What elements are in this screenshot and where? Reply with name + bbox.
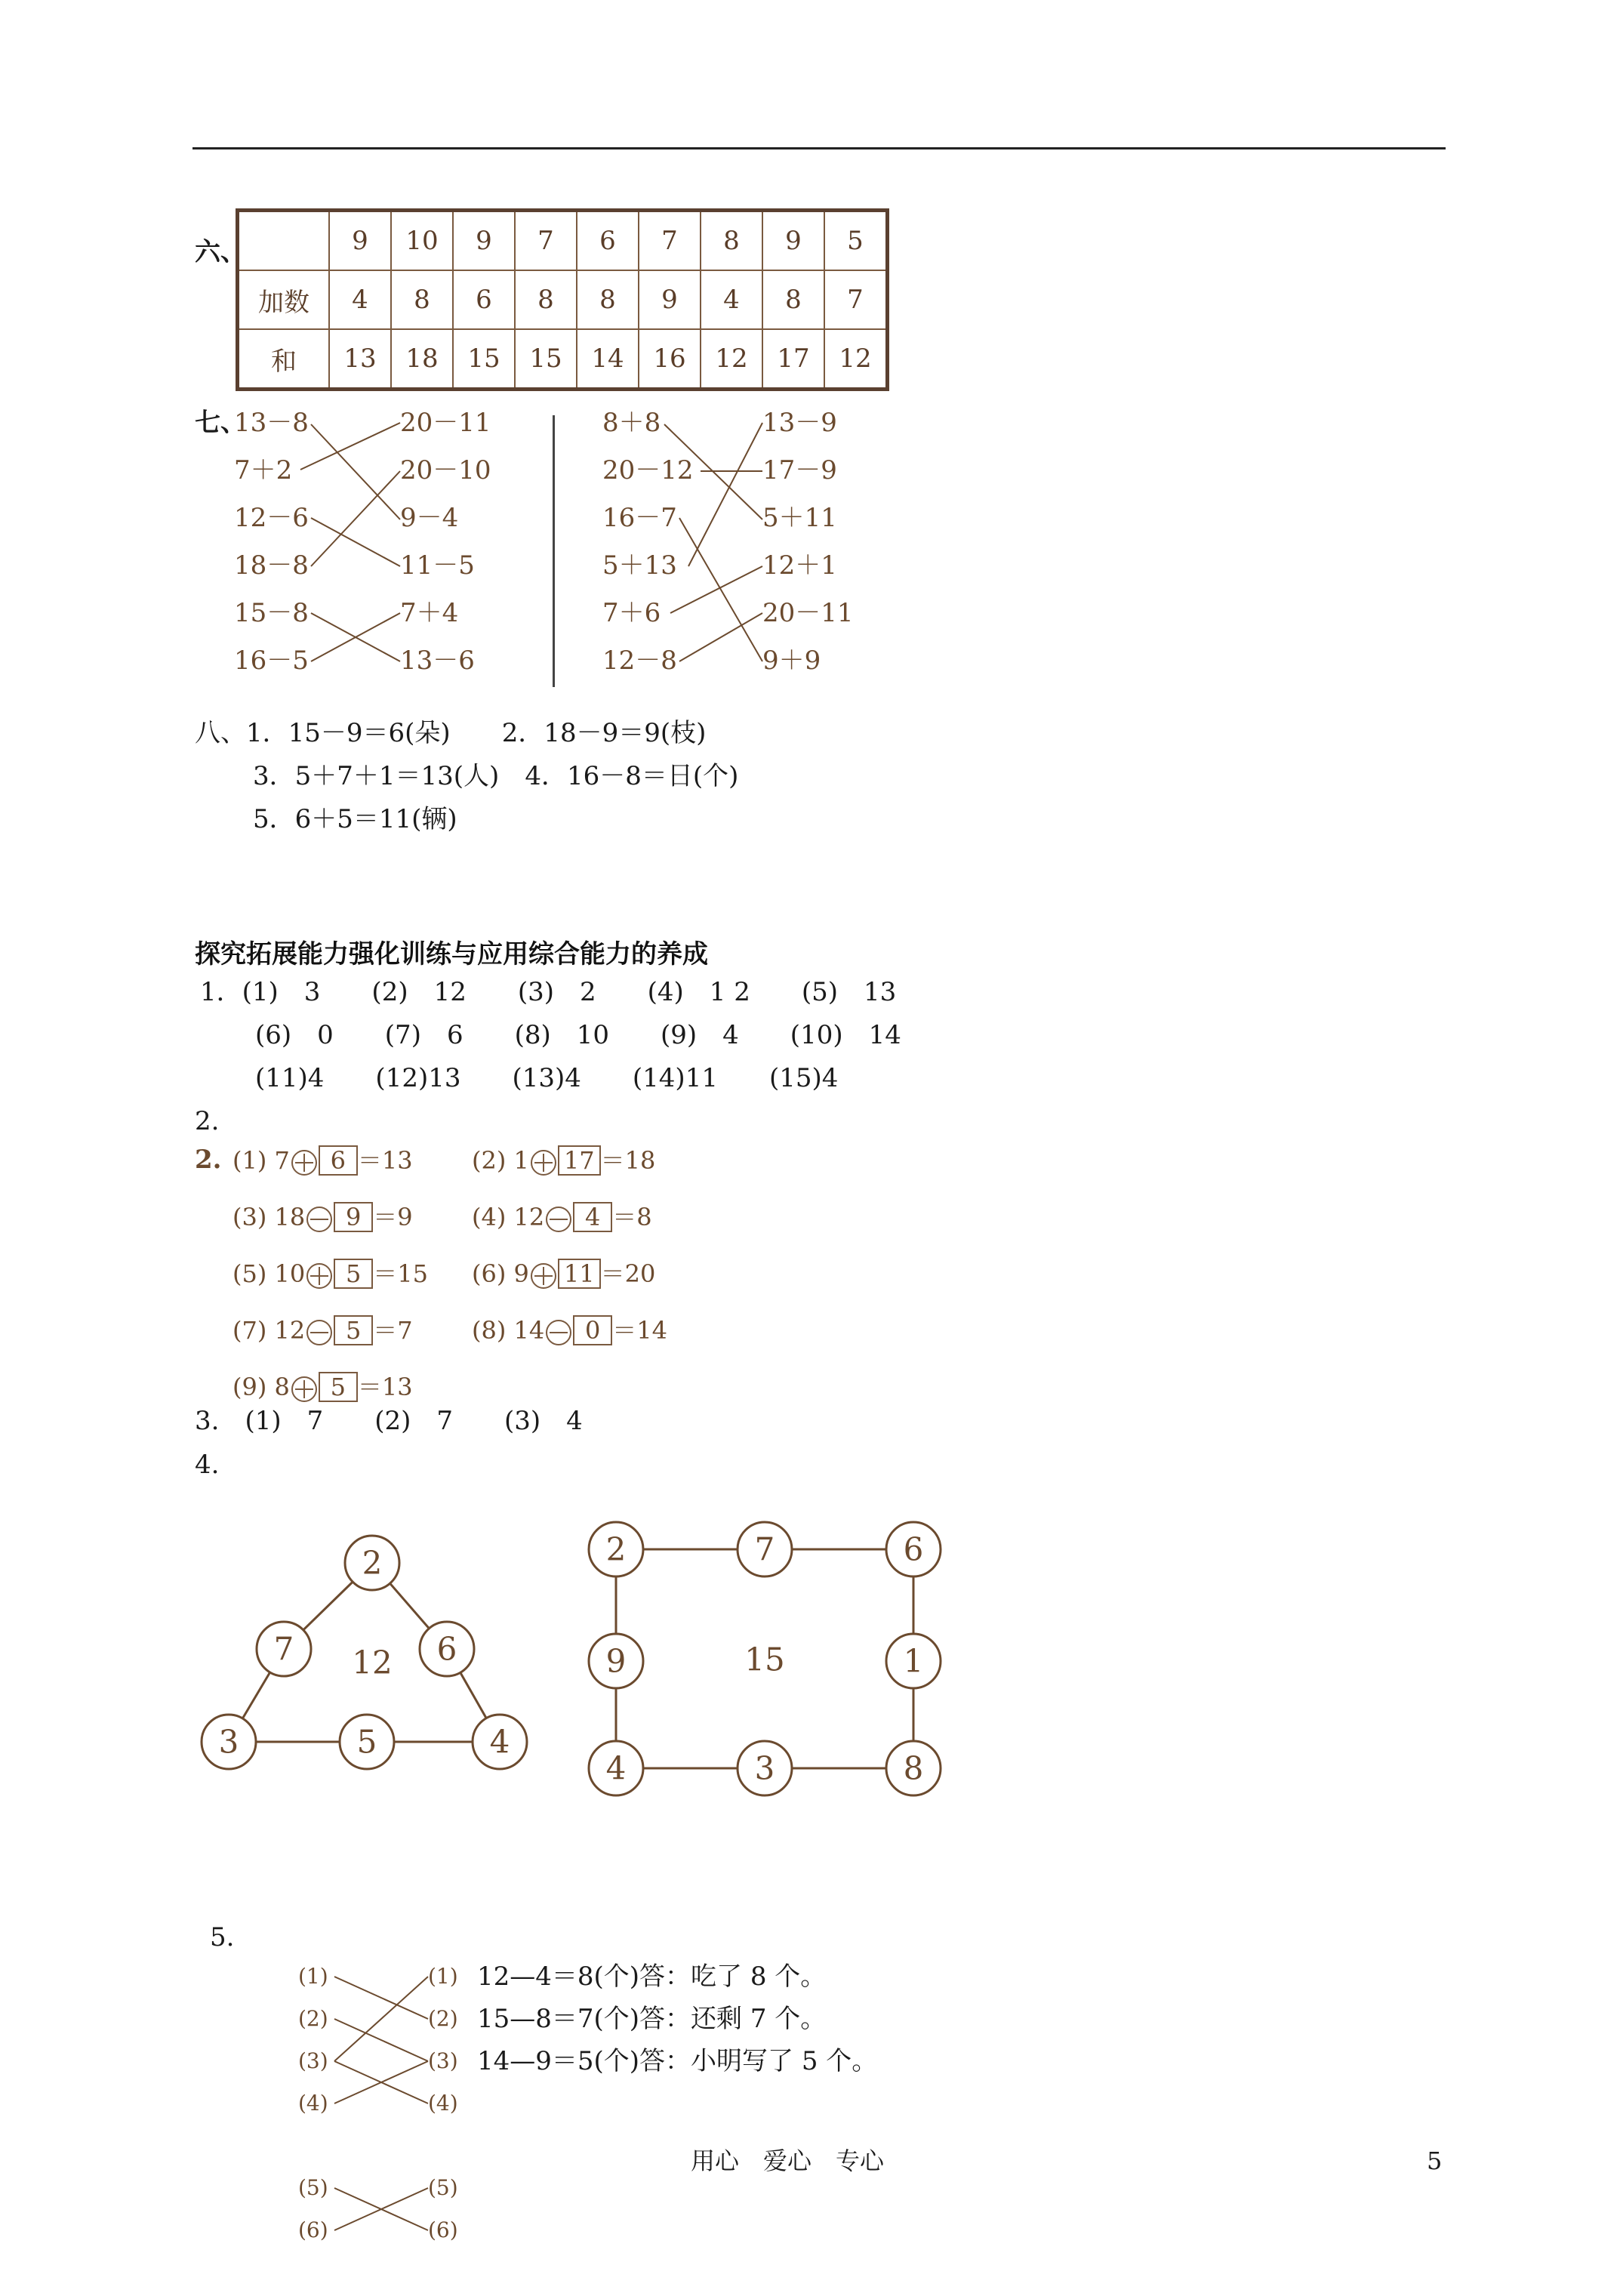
table-cell: 15 — [453, 329, 515, 390]
item-number: (9) — [233, 1373, 267, 1401]
q5-right-4: (4) — [428, 2091, 458, 2116]
answer-box: 6 — [319, 1145, 358, 1176]
answer-box: 11 — [558, 1259, 601, 1289]
node-label: 4 — [489, 1723, 510, 1761]
square-center: 15 — [744, 1641, 785, 1678]
table-cell: 13 — [329, 329, 391, 390]
q2-item-5 — [233, 1255, 428, 1290]
node-label: 2 — [605, 1530, 627, 1568]
q5-right-6: (6) — [428, 2217, 458, 2242]
operand: 1 — [513, 1146, 529, 1175]
match-right-a-4: 5＋13 — [602, 550, 677, 581]
match-line — [670, 566, 762, 613]
match-left-b-1: 20－11 — [400, 408, 491, 438]
table-cell: 7 — [515, 211, 577, 271]
table-cell: 6 — [577, 211, 639, 271]
q2-item-8 — [472, 1311, 667, 1346]
plus-circle-icon — [531, 1150, 556, 1176]
match-right-b-5: 20－11 — [762, 598, 854, 628]
operand: 7 — [274, 1146, 290, 1175]
operand: 14 — [513, 1316, 545, 1345]
table-cell: 4 — [329, 270, 391, 329]
minus-circle-icon — [306, 1320, 332, 1345]
match-right-b-2: 17－9 — [762, 455, 837, 485]
match-left-b-4: 11－5 — [400, 550, 475, 581]
match-right-b-1: 13－9 — [762, 408, 837, 438]
q1-line-2: (6) 0 (7) 6 (8) 10 (9) 4 (10) 14 — [255, 1020, 901, 1050]
result: ＝7 — [373, 1316, 413, 1345]
match-left-b-2: 20－10 — [400, 455, 491, 485]
node-label: 7 — [754, 1530, 775, 1568]
node-label: 1 — [903, 1642, 924, 1680]
number-puzzle-diagrams — [0, 1495, 1623, 1812]
q2-item-7 — [233, 1311, 413, 1346]
table-cell: 15 — [515, 329, 577, 390]
answer-box: 9 — [334, 1202, 373, 1232]
item-number: (1) — [233, 1146, 267, 1175]
match-line — [679, 518, 762, 661]
table-cell: 和 — [238, 329, 330, 390]
table-cell: 5 — [824, 211, 888, 271]
operand: 10 — [274, 1259, 306, 1288]
match-right-b-6: 9＋9 — [762, 646, 821, 676]
answer-box: 5 — [334, 1259, 373, 1289]
match-left-a-4: 18－8 — [234, 550, 309, 581]
node-label: 6 — [436, 1630, 457, 1668]
q5-answer-1: 12—4＝8(个)答：吃了 8 个。 — [477, 1962, 827, 1992]
section-6-label: 六、 — [195, 237, 246, 267]
triangle-center: 12 — [352, 1644, 393, 1681]
table-cell: 6 — [453, 270, 515, 329]
table-cell: 7 — [824, 270, 888, 329]
section-8-line-1: 八、1．15－9＝6(朵) 2．18－9＝9(枝) — [195, 718, 707, 748]
section-7-label: 七、 — [195, 408, 246, 438]
q4-label: 4. — [195, 1450, 220, 1480]
q2-label: 2. — [195, 1106, 220, 1136]
q5-right-1: (1) — [428, 1964, 458, 1989]
match-line — [311, 471, 400, 566]
result: ＝14 — [612, 1316, 667, 1345]
minus-circle-icon — [546, 1320, 571, 1345]
q5-right-2: (2) — [428, 2006, 458, 2031]
q2-item-3 — [233, 1198, 413, 1233]
section-title: 探究拓展能力强化训练与应用综合能力的养成 — [195, 939, 708, 969]
match-line — [334, 2019, 428, 2061]
node-label: 5 — [356, 1723, 377, 1761]
table-cell: 18 — [391, 329, 453, 390]
answer-box: 17 — [558, 1145, 601, 1176]
table-cell: 12 — [701, 329, 762, 390]
operand: 12 — [513, 1203, 545, 1231]
match-line — [334, 1977, 428, 2061]
table-cell: 4 — [701, 270, 762, 329]
answer-box: 5 — [334, 1315, 373, 1345]
page-number: 5 — [1427, 2147, 1443, 2175]
plus-circle-icon — [291, 1150, 317, 1176]
table-cell: 17 — [762, 329, 824, 390]
q5-left-5: (5) — [298, 2175, 328, 2200]
q5-left-4: (4) — [298, 2091, 328, 2116]
result: ＝20 — [600, 1259, 656, 1288]
item-number: (2) — [472, 1146, 507, 1175]
node-label: 7 — [273, 1630, 294, 1668]
q3-line: 3. (1) 7 (2) 7 (3) 4 — [195, 1406, 583, 1436]
q5-right-3: (3) — [428, 2048, 458, 2073]
q1-line-1: 1．(1) 3 (2) 12 (3) 2 (4) 1 2 (5) 13 — [200, 977, 897, 1007]
table-cell: 9 — [329, 211, 391, 271]
table-cell: 10 — [391, 211, 453, 271]
item-number: (6) — [472, 1259, 507, 1288]
match-right-a-6: 12－8 — [602, 646, 677, 676]
q2-item-9 — [233, 1368, 413, 1403]
node-label: 3 — [218, 1723, 239, 1761]
table-cell: 7 — [639, 211, 701, 271]
table-cell: 16 — [639, 329, 701, 390]
section-8-line-2: 3．5＋7＋1＝13(人) 4．16－8＝日(个) — [253, 761, 739, 791]
match-right-a-1: 8＋8 — [602, 408, 661, 438]
match-right-b-3: 5＋11 — [762, 503, 837, 533]
table-cell: 8 — [577, 270, 639, 329]
q5-right-5: (5) — [428, 2175, 458, 2200]
answer-box: 4 — [573, 1202, 612, 1232]
table-cell: 8 — [515, 270, 577, 329]
match-right-a-5: 7＋6 — [602, 598, 661, 628]
plus-circle-icon — [306, 1263, 332, 1289]
table-cell: 8 — [762, 270, 824, 329]
item-number: (4) — [472, 1203, 507, 1231]
plus-circle-icon — [291, 1376, 317, 1402]
section-8-line-3: 5．6＋5＝11(辆) — [253, 804, 457, 834]
q2-item-4 — [472, 1198, 652, 1233]
match-line — [334, 1977, 428, 2019]
node-label: 2 — [362, 1544, 383, 1582]
node-label: 4 — [605, 1749, 627, 1787]
table-cell: 9 — [762, 211, 824, 271]
operand: 8 — [274, 1373, 290, 1401]
match-left-b-5: 7＋4 — [400, 598, 459, 628]
match-right-a-3: 16－7 — [602, 503, 677, 533]
match-left-b-3: 9－4 — [400, 503, 459, 533]
answer-box: 5 — [319, 1372, 358, 1402]
q5-label: 5. — [210, 1922, 235, 1952]
operand: 18 — [274, 1203, 306, 1231]
minus-circle-icon — [546, 1207, 571, 1232]
node-label: 8 — [903, 1749, 924, 1787]
table-cell: 加数 — [238, 270, 330, 329]
q5-left-6: (6) — [298, 2217, 328, 2242]
result: ＝13 — [357, 1373, 413, 1401]
table-cell: 14 — [577, 329, 639, 390]
q5-left-1: (1) — [298, 1964, 328, 1989]
node-label: 3 — [754, 1749, 775, 1787]
match-left-b-6: 13－6 — [400, 646, 475, 676]
match-left-a-2: 7＋2 — [234, 455, 293, 485]
q1-line-3: (11)4 (12)13 (13)4 (14)11 (15)4 — [255, 1063, 839, 1093]
minus-circle-icon — [306, 1207, 332, 1232]
q5-answer-2: 15—8＝7(个)答：还剩 7 个。 — [477, 2004, 827, 2034]
q2-prefix: 2. — [195, 1145, 222, 1175]
table-cell: 8 — [391, 270, 453, 329]
operand: 9 — [513, 1259, 529, 1288]
match-line — [311, 424, 400, 519]
match-left-a-3: 12－6 — [234, 503, 309, 533]
result: ＝18 — [600, 1146, 656, 1175]
result: ＝13 — [357, 1146, 413, 1175]
table-cell: 9 — [453, 211, 515, 271]
table-cell: 8 — [701, 211, 762, 271]
match-right-a-2: 20－12 — [602, 455, 694, 485]
q2-item-1 — [233, 1142, 413, 1176]
q5-answer-3: 14—9＝5(个)答：小明写了 5 个。 — [477, 2046, 878, 2076]
match-line — [679, 613, 762, 661]
item-number: (8) — [472, 1316, 507, 1345]
q5-left-3: (3) — [298, 2048, 328, 2073]
operand: 12 — [274, 1316, 306, 1345]
node-label: 9 — [605, 1642, 627, 1680]
q5-left-2: (2) — [298, 2006, 328, 2031]
match-line — [311, 518, 400, 566]
q5-matching-lines — [0, 1948, 1623, 2280]
result: ＝15 — [373, 1259, 428, 1288]
matching-lines — [0, 0, 1623, 755]
q2-item-2 — [472, 1142, 655, 1176]
plus-circle-icon — [531, 1263, 556, 1289]
table-cell: 9 — [639, 270, 701, 329]
answer-box: 0 — [573, 1315, 612, 1345]
item-number: (3) — [233, 1203, 267, 1231]
result: ＝8 — [612, 1203, 652, 1231]
item-number: (5) — [233, 1259, 267, 1288]
table-cell: 12 — [824, 329, 888, 390]
match-right-b-4: 12＋1 — [762, 550, 837, 581]
result: ＝9 — [373, 1203, 413, 1231]
node-label: 6 — [903, 1530, 924, 1568]
footer-motto: 用心 爱心 专心 — [691, 2147, 885, 2175]
match-left-a-1: 13－8 — [234, 408, 309, 438]
match-left-a-5: 15－8 — [234, 598, 309, 628]
match-line — [688, 423, 762, 566]
match-left-a-6: 16－5 — [234, 646, 309, 676]
q2-item-6 — [472, 1255, 655, 1290]
item-number: (7) — [233, 1316, 267, 1345]
